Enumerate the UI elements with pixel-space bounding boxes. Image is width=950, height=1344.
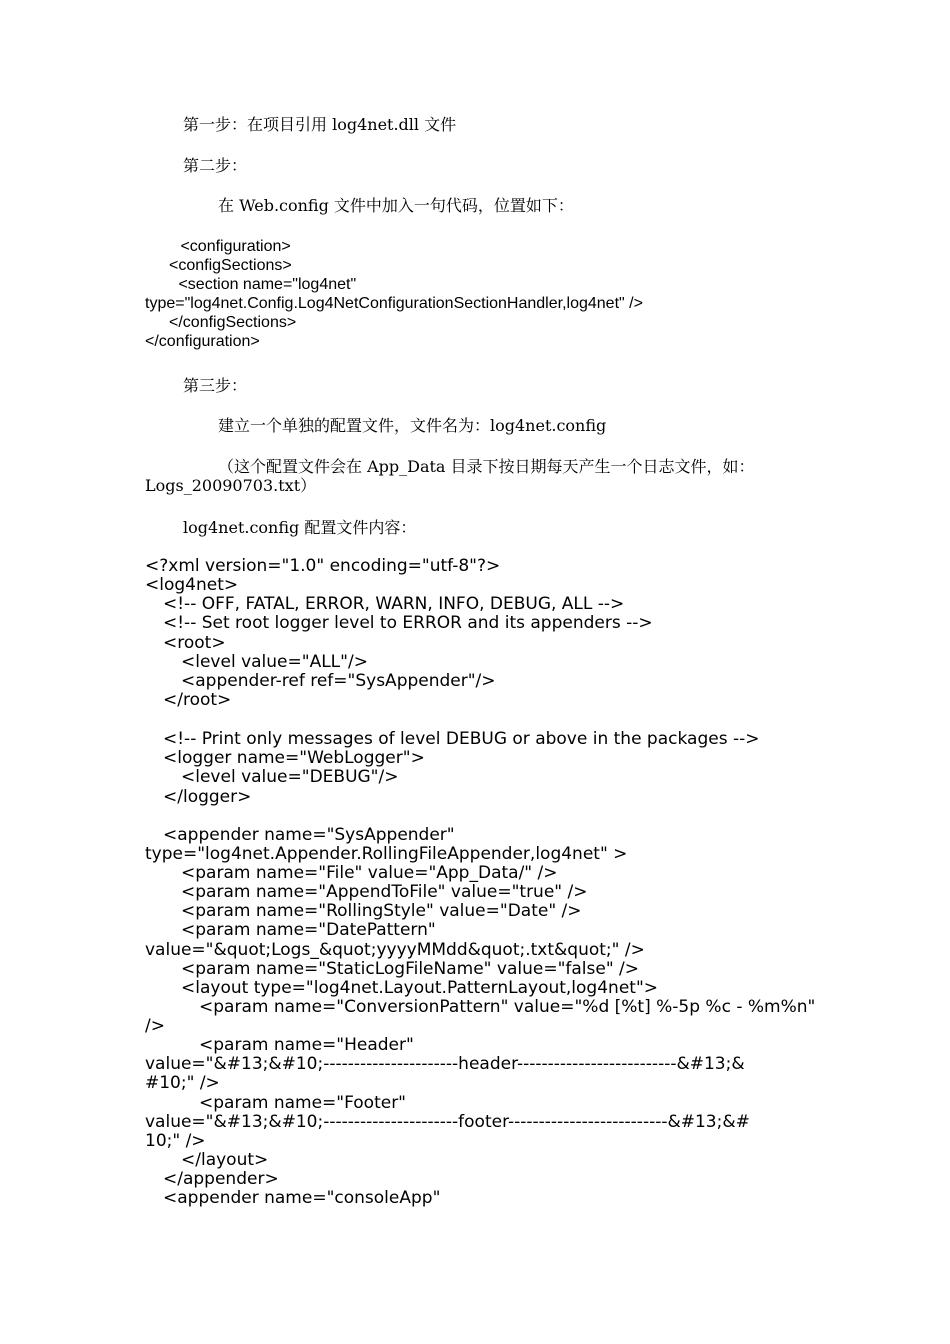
step-3-description: 建立一个单独的配置文件，文件名为：log4net.config	[218, 416, 607, 435]
xml-line: value="&quot;Logs_&quot;yyyyMMdd&quot;.txt&quot;" />	[145, 940, 645, 960]
webconfig-line: <section name="log4net"	[174, 276, 357, 293]
xml-line: <level value="DEBUG"/>	[181, 767, 399, 787]
xml-line: </layout>	[181, 1150, 269, 1170]
config-content-label: log4net.config 配置文件内容：	[183, 518, 417, 537]
step-3-note: （这个配置文件会在 App_Data 目录下按日期每天产生一个日志文件，如：	[218, 457, 755, 476]
xml-line: <appender name="consoleApp"	[163, 1188, 441, 1208]
xml-line: <param name="Footer"	[199, 1093, 407, 1113]
xml-line: </logger>	[163, 787, 252, 807]
xml-line: 10;" />	[145, 1131, 206, 1151]
xml-line: <root>	[163, 633, 226, 653]
step-3-note-continued: Logs_20090703.txt）	[145, 476, 317, 495]
xml-line: <?xml version="1.0" encoding="utf-8"?>	[145, 556, 501, 576]
xml-line: <param name="DatePattern"	[181, 920, 436, 940]
xml-line: <appender-ref ref="SysAppender"/>	[181, 671, 496, 691]
webconfig-line: type="log4net.Config.Log4NetConfigurationSectionHandler,log4net" />	[145, 295, 643, 312]
step-3-heading: 第三步：	[183, 376, 248, 395]
xml-line: <param name="ConversionPattern" value="%d [%t] %-5p %c - %m%n"	[199, 997, 816, 1017]
xml-line: <layout type="log4net.Layout.PatternLayout,log4net">	[181, 978, 659, 998]
xml-line: <log4net>	[145, 575, 239, 595]
xml-line: value="&#13;&#10;----------------------footer--------------------------&#13;&#	[145, 1112, 750, 1132]
xml-line: <appender name="SysAppender"	[163, 825, 455, 845]
step-2-description: 在 Web.config 文件中加入一句代码，位置如下：	[218, 196, 574, 215]
xml-line: <!-- Print only messages of level DEBUG or above in the packages -->	[163, 729, 760, 749]
webconfig-line: <configuration>	[176, 238, 291, 255]
xml-line: </appender>	[163, 1169, 279, 1189]
xml-line: <param name="AppendToFile" value="true" />	[181, 882, 588, 902]
xml-line: <param name="StaticLogFileName" value="false" />	[181, 959, 640, 979]
webconfig-line: <configSections>	[169, 257, 292, 274]
xml-line: <param name="RollingStyle" value="Date" />	[181, 901, 582, 921]
xml-line: </root>	[163, 690, 232, 710]
xml-line: <!-- Set root logger level to ERROR and its appenders -->	[163, 613, 653, 633]
step-2-heading: 第二步：	[183, 156, 248, 175]
step-1-text: 第一步：在项目引用 log4net.dll 文件	[183, 115, 457, 134]
xml-line: <!-- OFF, FATAL, ERROR, WARN, INFO, DEBUG, ALL -->	[163, 594, 625, 614]
webconfig-line: </configSections>	[169, 314, 297, 331]
xml-line: <logger name="WebLogger">	[163, 748, 425, 768]
xml-line: #10;" />	[145, 1073, 220, 1093]
webconfig-line: </configuration>	[145, 333, 260, 350]
xml-line: type="log4net.Appender.RollingFileAppender,log4net" >	[145, 844, 628, 864]
xml-line: <param name="Header"	[199, 1035, 414, 1055]
xml-line: />	[145, 1016, 165, 1036]
xml-line: <param name="File" value="App_Data/" />	[181, 863, 558, 883]
xml-line: value="&#13;&#10;----------------------header--------------------------&#13;&	[145, 1054, 745, 1074]
xml-line: <level value="ALL"/>	[181, 652, 368, 672]
